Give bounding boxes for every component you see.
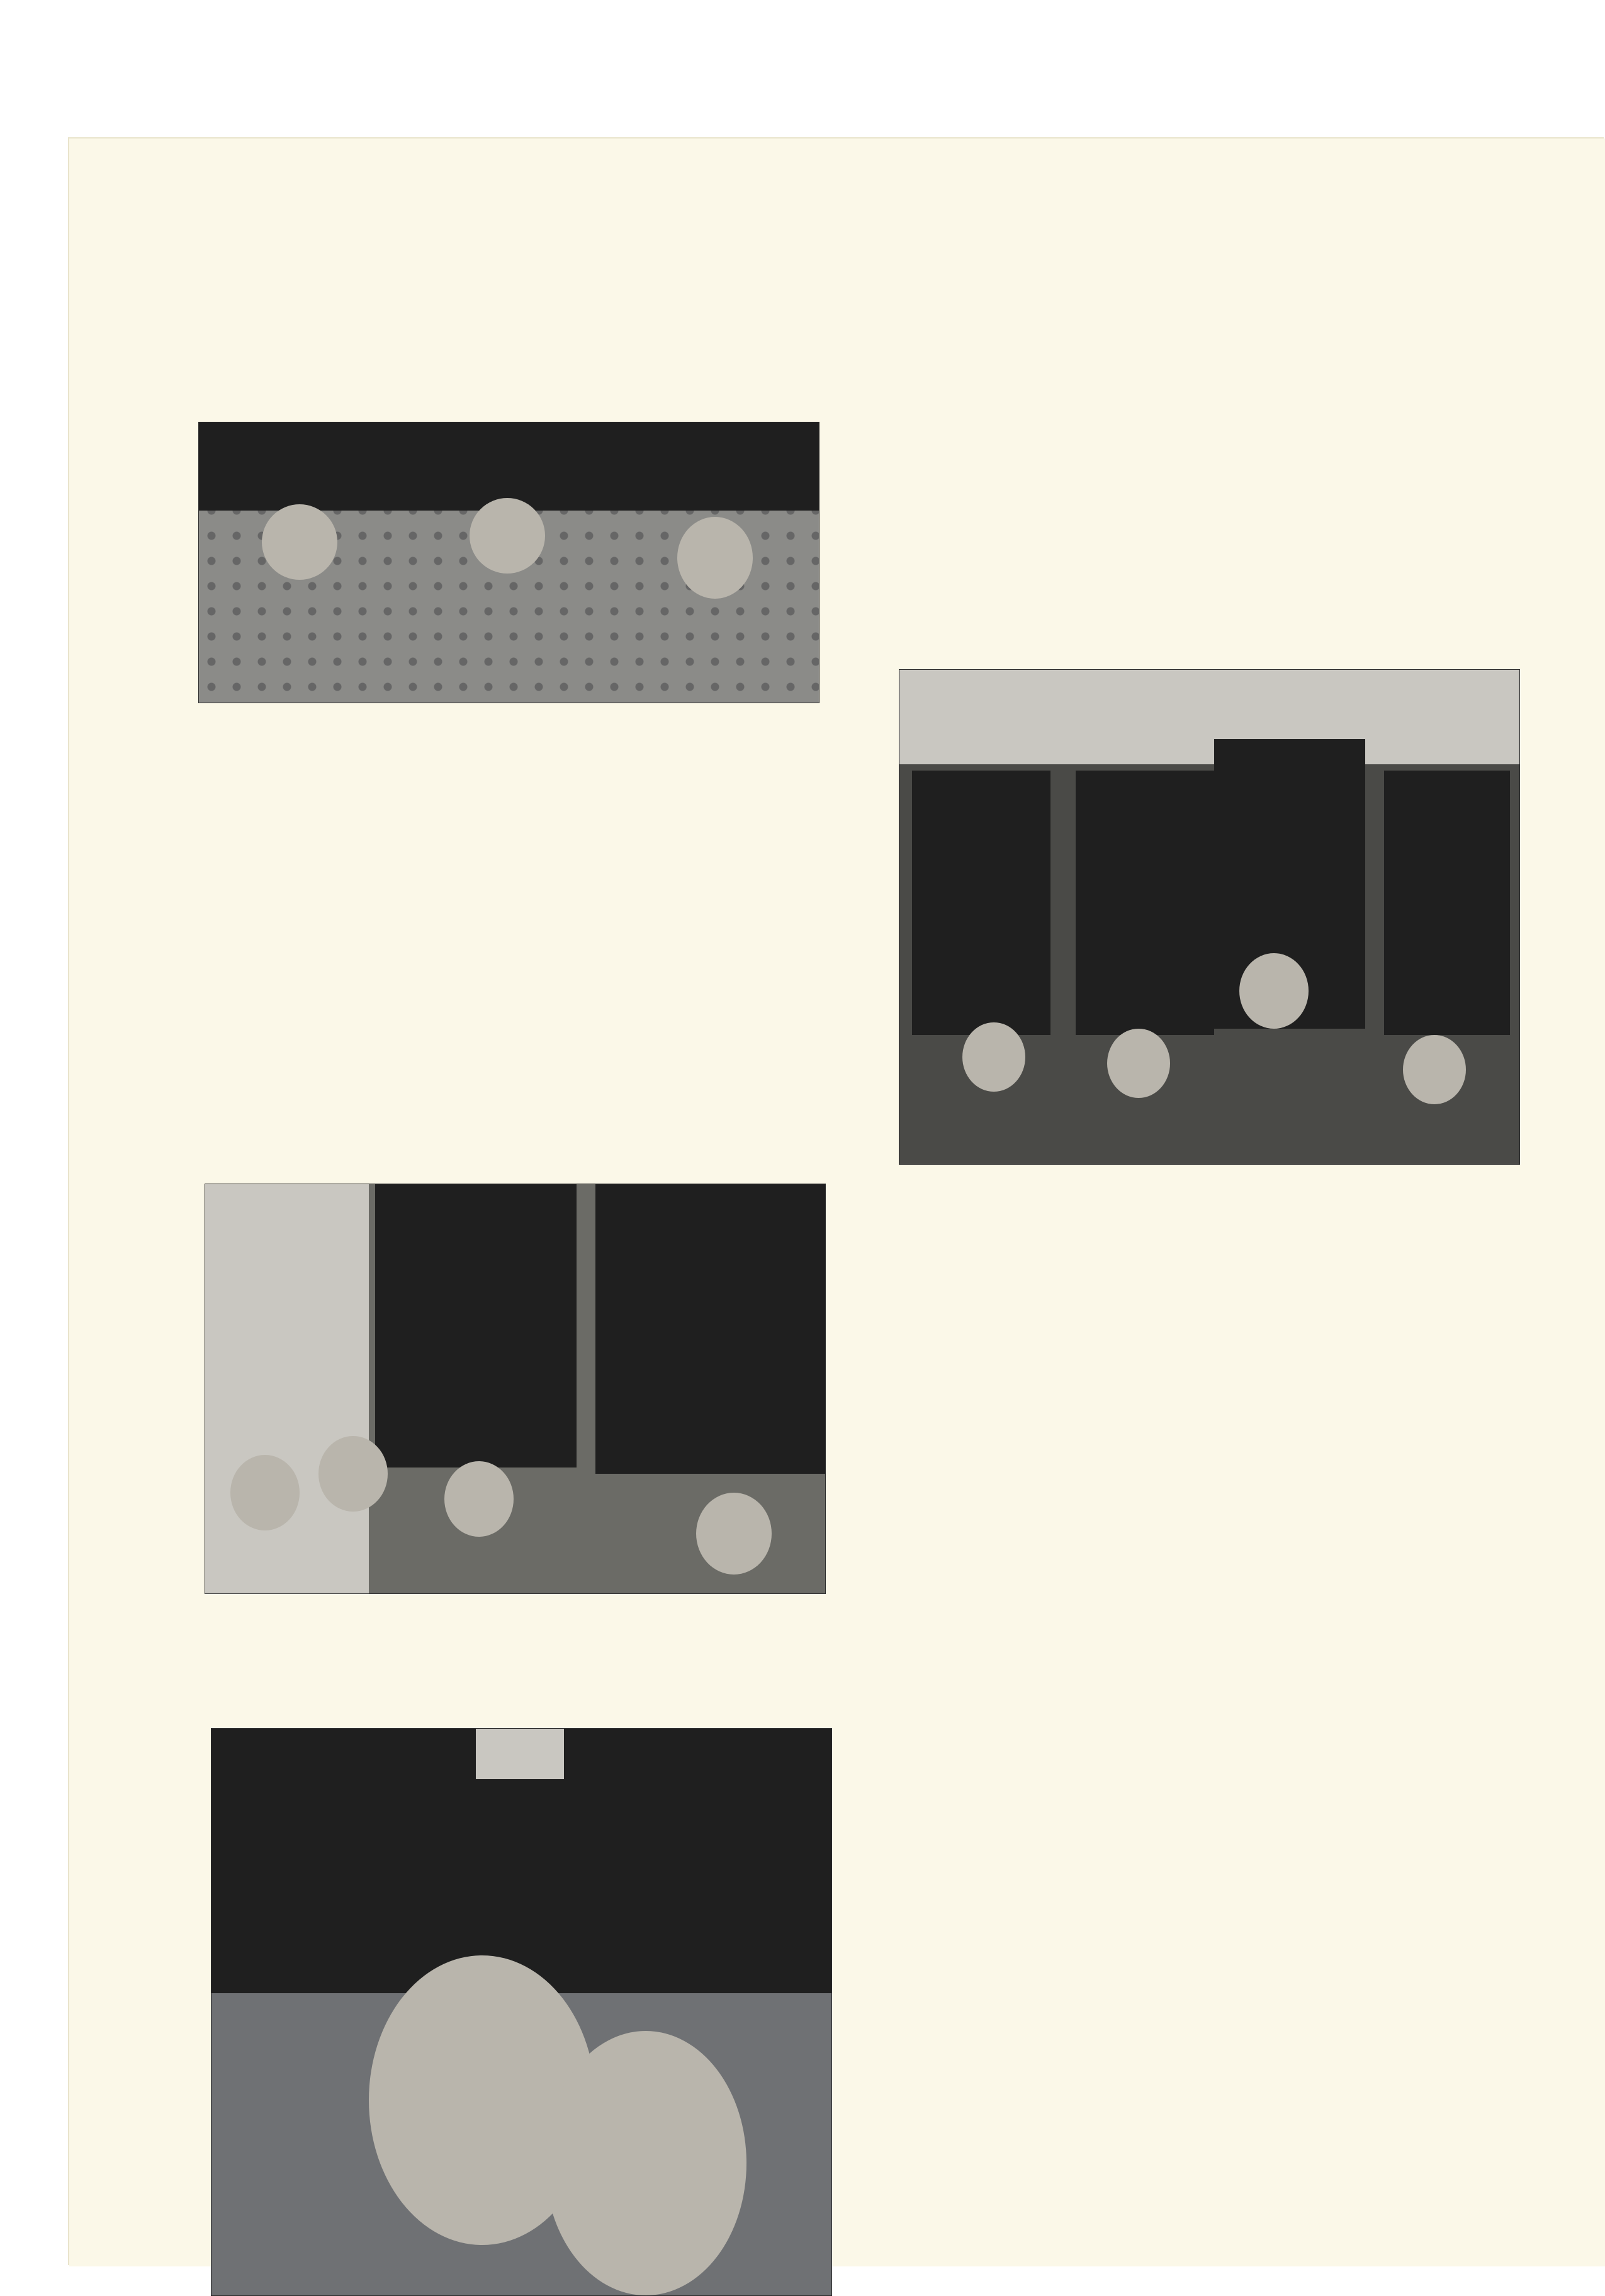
meeting-table-photo <box>899 669 1520 1165</box>
uniformed-group-photo <box>205 1184 826 1594</box>
page-sheet <box>69 139 1605 2266</box>
officer-portrait-photo <box>211 1728 832 2296</box>
group-three-men-photo <box>198 422 819 703</box>
